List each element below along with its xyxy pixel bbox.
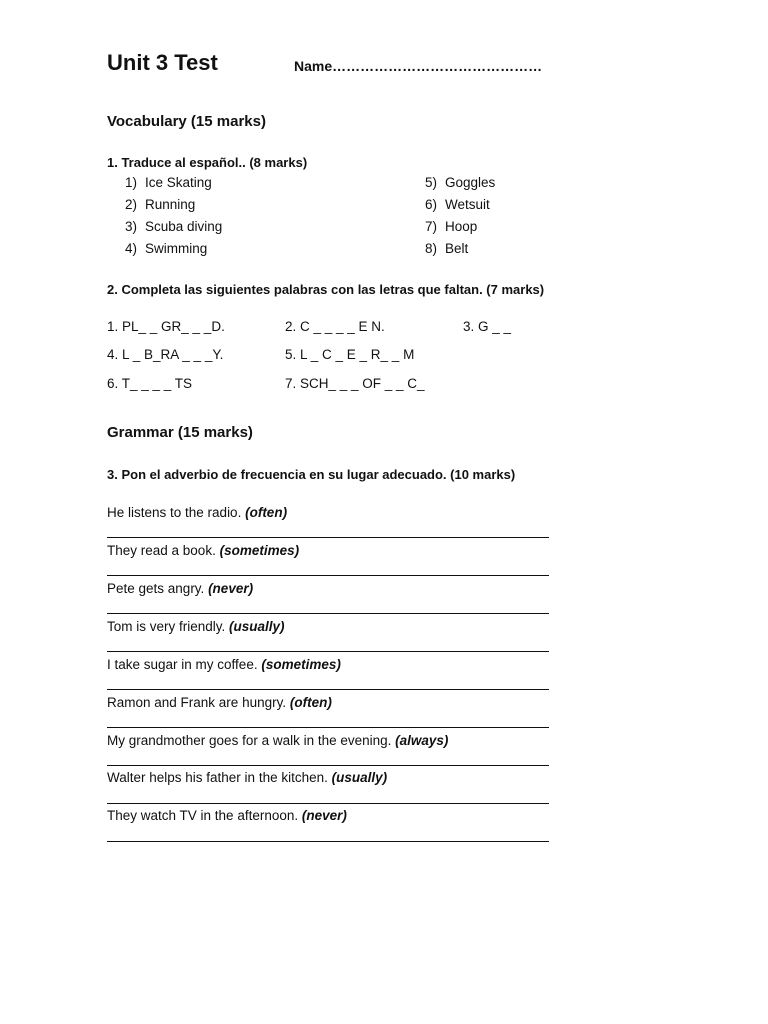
adverb-hint: (sometimes) <box>219 543 300 558</box>
vocab-item <box>113 194 222 216</box>
missing-letters-word: 1. PL_ _ GR_ _ _D. <box>107 319 225 334</box>
vocab-item-number: 3) <box>124 219 137 234</box>
sentence-text: I take sugar in my coffee. <box>107 657 262 672</box>
answer-line[interactable] <box>107 803 549 804</box>
vocab-item-number: 2) <box>124 197 137 212</box>
vocab-list-left <box>113 172 222 260</box>
missing-letters-word: 5. L _ C _ E _ R_ _ M <box>285 347 415 362</box>
sentence-text: They watch TV in the afternoon. <box>107 808 302 823</box>
vocab-item-word: Wetsuit <box>445 197 490 212</box>
sentence-text: He listens to the radio. <box>107 505 246 520</box>
sentence <box>107 657 341 672</box>
vocab-item <box>413 172 495 194</box>
sentence <box>107 581 253 596</box>
sentence <box>107 543 299 558</box>
vocab-item-number: 4) <box>124 241 137 256</box>
missing-letters-word: 2. C _ _ _ _ E N. <box>285 319 385 334</box>
page-title: Unit 3 Test <box>107 50 218 75</box>
sentence-text: Tom is very friendly. <box>107 619 230 634</box>
sentence-text: Pete gets angry. <box>107 581 209 596</box>
vocab-item-number: 1) <box>124 175 137 190</box>
vocab-item-number: 7) <box>424 219 437 234</box>
adverb-hint: (always) <box>395 733 449 748</box>
missing-letters-word: 7. SCH_ _ _ OF _ _ C_ <box>285 376 425 391</box>
vocab-item <box>113 172 222 194</box>
question-3-instruction: 3. Pon el adverbio de frecuencia en su lugar adecuado. (10 marks) <box>107 467 516 482</box>
vocab-item-word: Goggles <box>445 175 496 190</box>
question-1-instruction: 1. Traduce al español.. (8 marks) <box>107 155 308 170</box>
answer-line[interactable] <box>107 537 549 538</box>
vocab-item <box>413 238 495 260</box>
sentence-text: Walter helps his father in the kitchen. <box>107 770 332 785</box>
vocab-item-word: Scuba diving <box>145 219 223 234</box>
sentence <box>107 808 347 823</box>
adverb-hint: (never) <box>208 581 254 596</box>
vocab-list-right <box>413 172 495 260</box>
sentence-text: My grandmother goes for a walk in the evening. <box>107 733 396 748</box>
missing-letters-word: 4. L _ B_RA _ _ _Y. <box>107 347 224 362</box>
name-field-label: Name……………………………………… <box>294 58 543 74</box>
sentence-text: Ramon and Frank are hungry. <box>107 695 290 710</box>
adverb-hint: (often) <box>289 695 332 710</box>
vocab-item <box>413 194 495 216</box>
vocab-item-word: Swimming <box>145 241 208 256</box>
adverb-hint: (sometimes) <box>261 657 341 672</box>
sentence <box>107 695 332 710</box>
grammar-heading: Grammar (15 marks) <box>107 424 253 441</box>
vocab-item-number: 8) <box>424 241 437 256</box>
vocab-item-number: 5) <box>424 175 437 190</box>
answer-line[interactable] <box>107 727 549 728</box>
sentence-text: They read a book. <box>107 543 220 558</box>
answer-line[interactable] <box>107 575 549 576</box>
vocab-item-word: Belt <box>445 241 469 256</box>
answer-line[interactable] <box>107 841 549 842</box>
vocab-item-word: Ice Skating <box>145 175 212 190</box>
answer-line[interactable] <box>107 613 549 614</box>
vocab-item-number: 6) <box>424 197 437 212</box>
adverb-hint: (usually) <box>331 770 388 785</box>
adverb-hint: (usually) <box>229 619 285 634</box>
missing-letters-word: 3. G _ _ <box>463 319 512 334</box>
vocabulary-heading: Vocabulary (15 marks) <box>107 113 266 130</box>
sentence <box>107 505 287 520</box>
sentence <box>107 619 285 634</box>
vocab-item-word: Hoop <box>445 219 478 234</box>
vocab-item <box>113 238 222 260</box>
sentence <box>107 770 387 785</box>
vocab-item <box>413 216 495 238</box>
adverb-hint: (never) <box>301 808 347 823</box>
answer-line[interactable] <box>107 765 549 766</box>
adverb-hint: (often) <box>245 505 288 520</box>
vocab-item-word: Running <box>145 197 196 212</box>
sentence <box>107 733 448 748</box>
question-2-instruction: 2. Completa las siguientes palabras con las letras que faltan. (7 marks) <box>107 282 545 297</box>
answer-line[interactable] <box>107 689 549 690</box>
answer-line[interactable] <box>107 651 549 652</box>
vocab-item <box>113 216 222 238</box>
missing-letters-word: 6. T_ _ _ _ TS <box>107 376 193 391</box>
